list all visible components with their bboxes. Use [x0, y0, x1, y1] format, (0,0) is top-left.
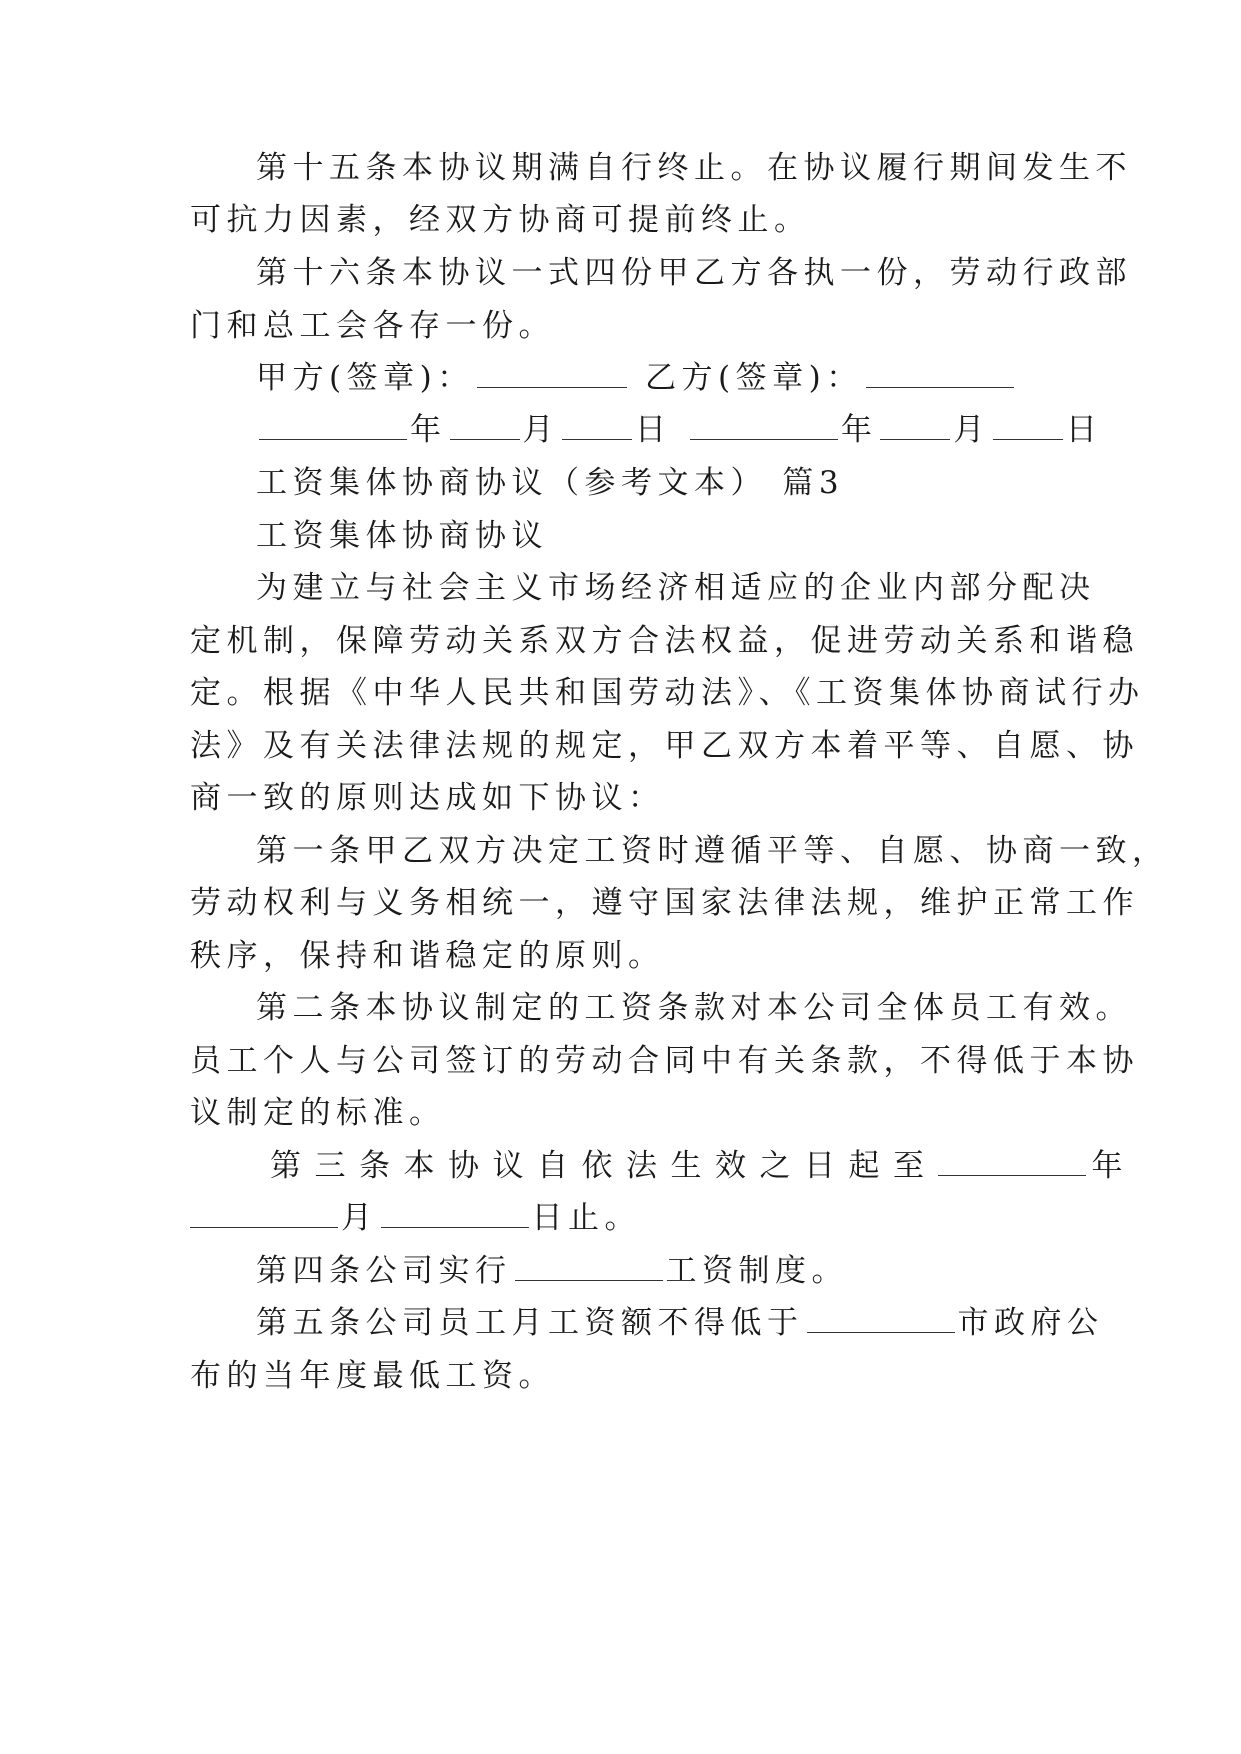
article-4-end-text: 工资制度。 [665, 1253, 848, 1289]
party-b-month-label: 月 [953, 412, 990, 448]
party-a-signature-blank [477, 361, 627, 388]
article-2-line-1: 第二条本协议制定的工资条款对本公司全体员工有效。 [256, 990, 1132, 1026]
preamble-line-4: 法》及有关法律法规的规定，甲乙双方本着平等、自愿、协 [190, 728, 1139, 764]
article-1-line-1: 第一条甲乙双方决定工资时遵循平等、自愿、协商一致， [256, 833, 1169, 869]
article-5-blank [807, 1306, 955, 1333]
document-title: 工资集体协商协议 [256, 518, 548, 554]
article-3-text: 第三条本协议自依法生效之日起至 [270, 1148, 938, 1184]
party-b-month-blank [880, 413, 950, 440]
article-2-line-3: 议制定的标准。 [190, 1095, 446, 1131]
article-3-day-blank [381, 1201, 529, 1228]
party-b-year-blank [690, 413, 838, 440]
article-4-blank [515, 1254, 663, 1281]
article-3-line-2 [190, 1198, 1050, 1238]
party-a-label: 甲方(签章)： [256, 360, 474, 396]
article-15-line-1: 第十五条本协议期满自行终止。在协议履行期间发生不 [256, 150, 1132, 186]
preamble-line-2: 定机制，保障劳动关系双方合法权益，促进劳动关系和谐稳 [190, 623, 1139, 659]
party-b-day-label: 日 [1065, 412, 1103, 448]
article-3-month-label: 月 [341, 1200, 378, 1236]
article-4-text: 第四条公司实行 [256, 1253, 512, 1289]
article-2-line-2: 员工个人与公司签订的劳动合同中有关条款，不得低于本协 [190, 1043, 1139, 1079]
article-5-line-2: 布的当年度最低工资。 [190, 1358, 555, 1394]
party-a-day-blank [562, 413, 632, 440]
article-4-line [256, 1251, 1056, 1291]
preamble-line-5: 商一致的原则达成如下协议： [190, 780, 665, 816]
party-b-signature-blank [866, 361, 1014, 388]
article-5-text: 第五条公司员工月工资额不得低于 [256, 1305, 804, 1341]
party-a-year-blank [259, 413, 407, 440]
article-3-year-label: 年 [1091, 1148, 1136, 1184]
party-a-month-blank [450, 413, 520, 440]
preamble-line-3: 定。根据《中华人民共和国劳动法》、《工资集体协商试行办 [190, 675, 1145, 711]
article-3-line-1 [270, 1146, 1136, 1186]
article-1-line-3: 秩序，保持和谐稳定的原则。 [190, 938, 665, 974]
party-b-label: 乙方(签章)： [645, 360, 863, 396]
article-5-end-text: 市政府公 [957, 1305, 1104, 1341]
preamble-line-1: 为建立与社会主义市场经济相适应的企业内部分配决 [256, 570, 1096, 606]
article-16-line-1: 第十六条本协议一式四份甲乙方各执一份，劳动行政部 [256, 255, 1132, 291]
article-3-month-blank [190, 1201, 338, 1228]
party-a-day-label: 日 [635, 412, 672, 448]
article-5-line-1 [256, 1303, 1104, 1343]
signature-row [256, 358, 1056, 398]
party-b-day-blank [993, 413, 1063, 440]
article-16-line-2: 门和总工会各存一份。 [190, 308, 555, 344]
section-heading: 工资集体协商协议（参考文本） 篇3 [256, 465, 845, 501]
article-15-line-2: 可抗力因素，经双方协商可提前终止。 [190, 202, 811, 238]
article-1-line-2: 劳动权利与义务相统一，遵守国家法律法规，维护正常工作 [190, 885, 1139, 921]
signature-date-row [256, 410, 1103, 450]
party-b-year-label: 年 [840, 412, 878, 448]
party-a-year-label: 年 [410, 412, 447, 448]
article-3-end-text: 日止。 [531, 1200, 641, 1236]
article-3-year-blank [938, 1149, 1086, 1176]
party-a-month-label: 月 [522, 412, 559, 448]
